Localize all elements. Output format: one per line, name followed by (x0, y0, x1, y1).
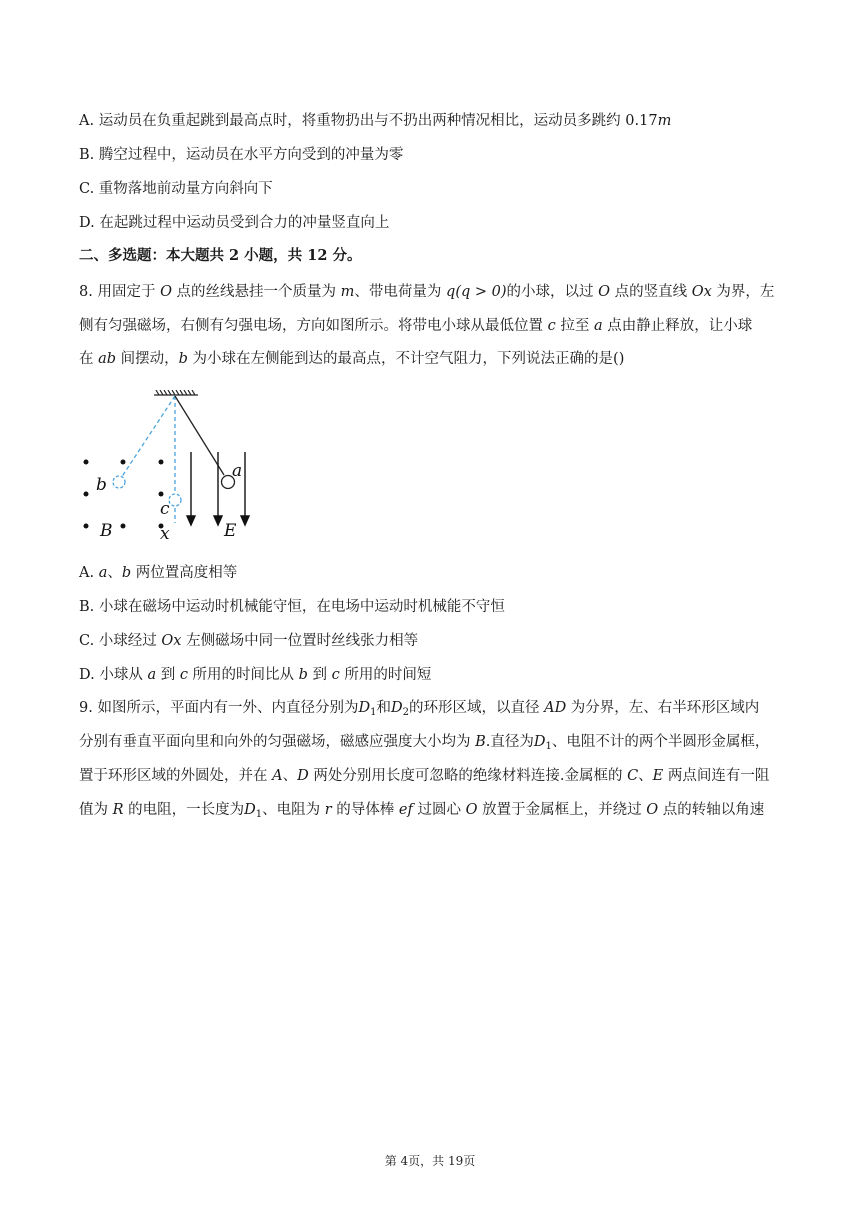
q8-option-b: B. 小球在磁场中运动时机械能守恒，在电场中运动时机械能不守恒 (79, 599, 505, 615)
label-a: a (232, 461, 243, 481)
q8-stem-line-3: 在 ab 间摆动，b 为小球在左侧能到达的最高点，不计空气阻力，下列说法正确的是() (79, 351, 625, 367)
page-footer: 第 4页，共 19页 (384, 1154, 476, 1168)
ball-c (169, 494, 181, 506)
q9-stem-line-1: 9. 如图所示，平面内有一外、内直径分别为$D_1$和$D_2$的环形区域，以直径 AD 为分界，左、右半环形区域内 (79, 700, 760, 718)
q8-option-a: A. a、b 两位置高度相等 (79, 565, 238, 581)
thread-to-b (121, 396, 175, 478)
q7-option-a: A. 运动员在负重起跳到最高点时，将重物扔出与不扔出两种情况相比，运动员多跳约 0.17m (79, 113, 672, 129)
ball-b (113, 476, 125, 488)
label-E: E (224, 521, 237, 541)
q9-stem-line-2: 分别有垂直平面向里和向外的匀强磁场，磁感应强度大小均为 B.直径为$D_1$、电阻不计的两个半圆形金属框， (79, 734, 770, 752)
q7-option-b: B. 腾空过程中，运动员在水平方向受到的冲量为零 (79, 147, 404, 163)
q9-stem-line-4: 值为 R 的电阻，一长度为$D_1$、电阻为 r 的导体棒 ef 过圆心 O 放置于金属框上，并绕过 O 点的转轴以角速 (79, 802, 765, 820)
pendulum-field-figure (78, 390, 268, 545)
label-b: b (96, 475, 107, 495)
q7-option-c: C. 重物落地前动量方向斜向下 (79, 181, 273, 197)
label-x: x (160, 524, 170, 544)
thread-to-a (175, 396, 224, 475)
q8-option-c: C. 小球经过 Ox 左侧磁场中同一位置时丝线张力相等 (79, 633, 419, 649)
q9-stem-line-3: 置于环形区域的外圆处，并在 A、D 两处分别用长度可忽略的绝缘材料连接.金属框的 C、E 两点间连有一阻 (79, 768, 770, 784)
label-B: B (100, 521, 113, 541)
q7-option-d: D. 在起跳过程中运动员受到合力的冲量竖直向上 (79, 215, 390, 231)
section-heading: 二、多选题：本大题共 2 小题，共 12 分。 (79, 247, 362, 264)
q8-option-d: D. 小球从 a 到 c 所用的时间比从 b 到 c 所用的时间短 (79, 667, 432, 683)
label-c: c (160, 499, 170, 519)
q8-stem-line-2: 侧有匀强磁场，右侧有匀强电场，方向如图所示。将带电小球从最低位置 c 拉至 a 点由静止释放，让小球 (79, 318, 753, 334)
q8-stem-line-1: 8. 用固定于 O 点的丝线悬挂一个质量为 m、带电荷量为 q(q > 0)的小球，以过 O 点的竖直线 Ox 为界，左 (79, 284, 775, 300)
ceiling-support (154, 390, 198, 395)
